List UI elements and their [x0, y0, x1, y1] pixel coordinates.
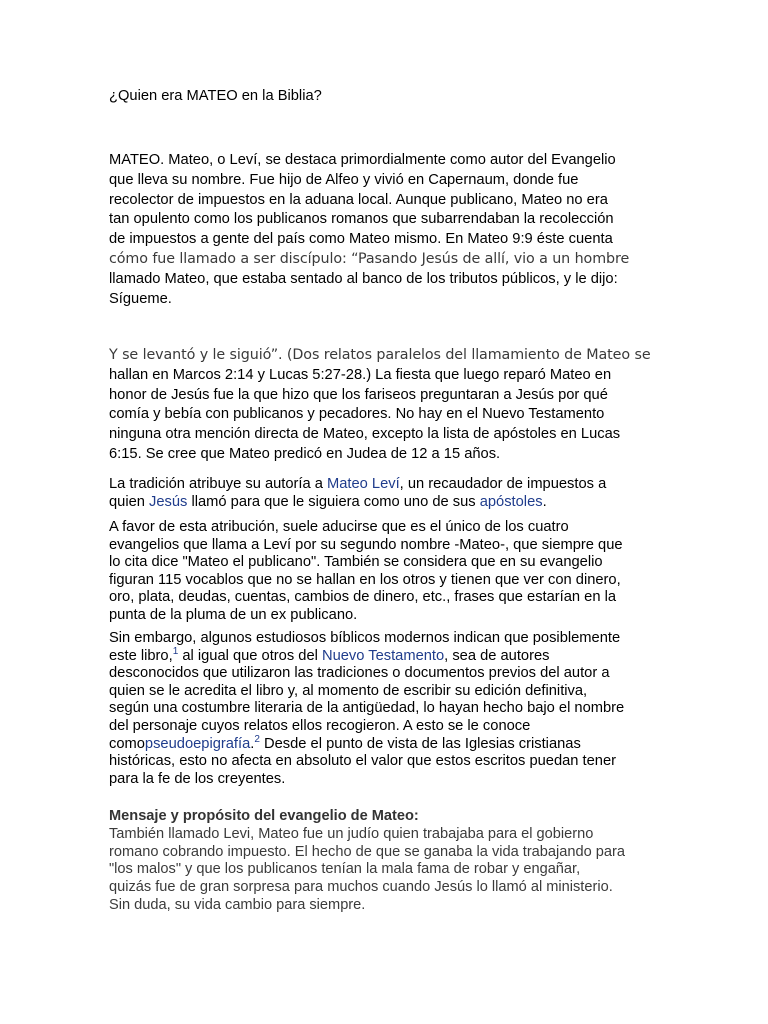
text-run: llamó para que le siguiera como uno de sus	[187, 493, 480, 510]
intro-line	[109, 152, 616, 168]
text-run: quien se le acredita el libro y, al momento de escribir su edición definitiva,	[109, 682, 588, 699]
intro-line	[109, 211, 614, 227]
text-run: .	[250, 735, 255, 752]
message-line	[109, 844, 625, 860]
intro-line	[109, 251, 629, 267]
text-run: Sin duda, su vida cambio para siempre.	[109, 896, 366, 913]
text-run: para la fe de los creyentes.	[109, 770, 286, 787]
text-run: este libro,	[109, 647, 173, 664]
intro-line	[109, 291, 172, 307]
text-run: quizás fue de gran sorpresa para muchos cuando Jesús lo llamó al ministerio.	[109, 879, 613, 896]
favor-line	[109, 519, 569, 535]
text-run: quien	[109, 493, 150, 510]
text-run: honor de Jesús fue la que hizo que los fariseos preguntaran a Jesús por qué	[109, 386, 608, 403]
message-line	[109, 879, 613, 895]
continuation-line	[109, 347, 651, 363]
text-run: 6:15. Se cree que Mateo predicó en Judea de 12 a 15 años.	[109, 446, 501, 462]
favor-line	[109, 607, 357, 623]
text-run: , sea de autores	[444, 647, 550, 664]
favor-line	[109, 572, 621, 588]
message-line	[109, 861, 580, 877]
text-run: romano cobrando impuesto. El hecho de que se ganaba la vida trabajando para	[109, 843, 626, 860]
favor-line	[109, 589, 616, 605]
message-heading: Mensaje y propósito del evangelio de Mateo:	[109, 808, 419, 824]
text-run: Sin embargo, algunos estudiosos bíblicos modernos indican que posiblemente	[109, 630, 621, 646]
text-run: Y se levantó y le siguió”.	[109, 347, 287, 363]
text-run: desconocidos que utilizaron las tradiciones o documentos previos del autor a	[109, 665, 610, 682]
text-run: recolector de impuestos en la aduana local. Aunque publicano, Mateo no era	[109, 191, 608, 208]
inline-link[interactable]: Jesús	[149, 493, 188, 510]
text-run: cómo fue llamado a ser discípulo: “Pasando Jesús de allí, vio a un hombre	[109, 251, 630, 267]
however-line	[109, 718, 530, 734]
intro-line	[109, 172, 578, 188]
text-run: figuran 115 vocablos que no se hallan en los otros y tienen que ver con dinero,	[109, 571, 621, 588]
footnote-ref[interactable]: 2	[254, 733, 260, 745]
text-run: históricas, esto no afecta en absoluto el valor que estos escritos puedan tener	[109, 753, 617, 770]
continuation-line	[109, 426, 620, 442]
however-line	[109, 771, 285, 787]
text-run: hallan en Marcos 2:14 y Lucas 5:27-28.) La fiesta que luego reparó Mateo en	[109, 366, 612, 383]
continuation-line	[109, 367, 611, 383]
text-run: lo cita dice "Mateo el publicano". También se considera que en su evangelio	[109, 554, 603, 571]
text-run: que lleva su nombre. Fue hijo de Alfeo y vivió en Capernaum, donde fue	[109, 171, 579, 188]
however-line	[109, 753, 616, 769]
text-run: A favor de esta atribución, suele aducirse que es el único de los cuatro	[109, 519, 569, 535]
text-run: MATEO. Mateo, o Leví, se destaca primordialmente como autor del Evangelio	[109, 152, 616, 168]
text-run: Desde el punto de vista de las Iglesias cristianas	[259, 735, 581, 752]
tradition-line	[109, 494, 547, 510]
message-line	[109, 826, 593, 842]
text-run: (Dos relatos paralelos del llamamiento de Mateo se	[286, 347, 651, 363]
text-run: como	[109, 735, 145, 752]
question-heading: ¿Quien era MATEO en la Biblia?	[109, 88, 322, 104]
text-run: tan opulento como los publicanos romanos que subarrendaban la recolección	[109, 211, 614, 228]
intro-line	[109, 192, 608, 208]
continuation-line	[109, 446, 500, 462]
inline-link[interactable]: apóstoles	[479, 493, 543, 510]
intro-line	[109, 271, 618, 287]
text-run: comía y bebía con publicanos y pecadores. No hay en el Nuevo Testamento	[109, 406, 605, 423]
favor-line	[109, 554, 603, 570]
continuation-line	[109, 387, 608, 403]
text-run: oro, plata, deudas, cuentas, cambios de dinero, etc., frases que estarían en la	[109, 589, 617, 606]
text-run: según una costumbre literaria de la antigüedad, lo hayan hecho bajo el nombre	[109, 700, 625, 717]
however-line	[109, 683, 587, 699]
text-run: .	[542, 493, 547, 510]
text-run: "los malos" y que los publicanos tenían la mala fama de robar y engañar,	[109, 861, 581, 878]
text-run: ninguna otra mención directa de Mateo, excepto la lista de apóstoles en Lucas	[109, 426, 621, 443]
however-line	[109, 700, 624, 716]
however-line	[109, 665, 610, 681]
text-run: llamado Mateo, que estaba sentado al banco de los tributos públicos, y le dijo:	[109, 270, 618, 287]
footnote-ref[interactable]: 1	[172, 645, 179, 657]
inline-link[interactable]: Nuevo Testamento	[321, 647, 445, 664]
text-run: También llamado Levi, Mateo fue un judío quien trabajaba para el gobierno	[109, 826, 594, 842]
intro-line	[109, 231, 613, 247]
text-run: Sígueme.	[109, 290, 172, 307]
however-line	[109, 630, 620, 646]
text-run: del personaje cuyos relatos ellos recogieron. A esto se le conoce	[109, 718, 531, 734]
text-run: al igual que otros del	[178, 647, 322, 664]
inline-link[interactable]: pseudoepigrafía	[144, 735, 251, 752]
text-run: , un recaudador de impuestos a	[399, 476, 607, 492]
however-line	[109, 733, 581, 752]
text-run: evangelios que llama a Leví por su segundo nombre -Mateo-, que siempre que	[109, 536, 623, 553]
however-line	[109, 645, 550, 664]
favor-line	[109, 537, 623, 553]
inline-link[interactable]: Mateo Leví	[327, 476, 400, 492]
continuation-line	[109, 406, 604, 422]
tradition-line	[109, 476, 606, 492]
text-run: punta de la pluma de un ex publicano.	[109, 607, 358, 623]
text-run: de impuestos a gente del país como Mateo mismo. En Mateo 9:9 éste cuenta	[109, 231, 613, 248]
text-run: La tradición atribuye su autoría a	[109, 476, 327, 492]
message-line	[109, 897, 365, 913]
